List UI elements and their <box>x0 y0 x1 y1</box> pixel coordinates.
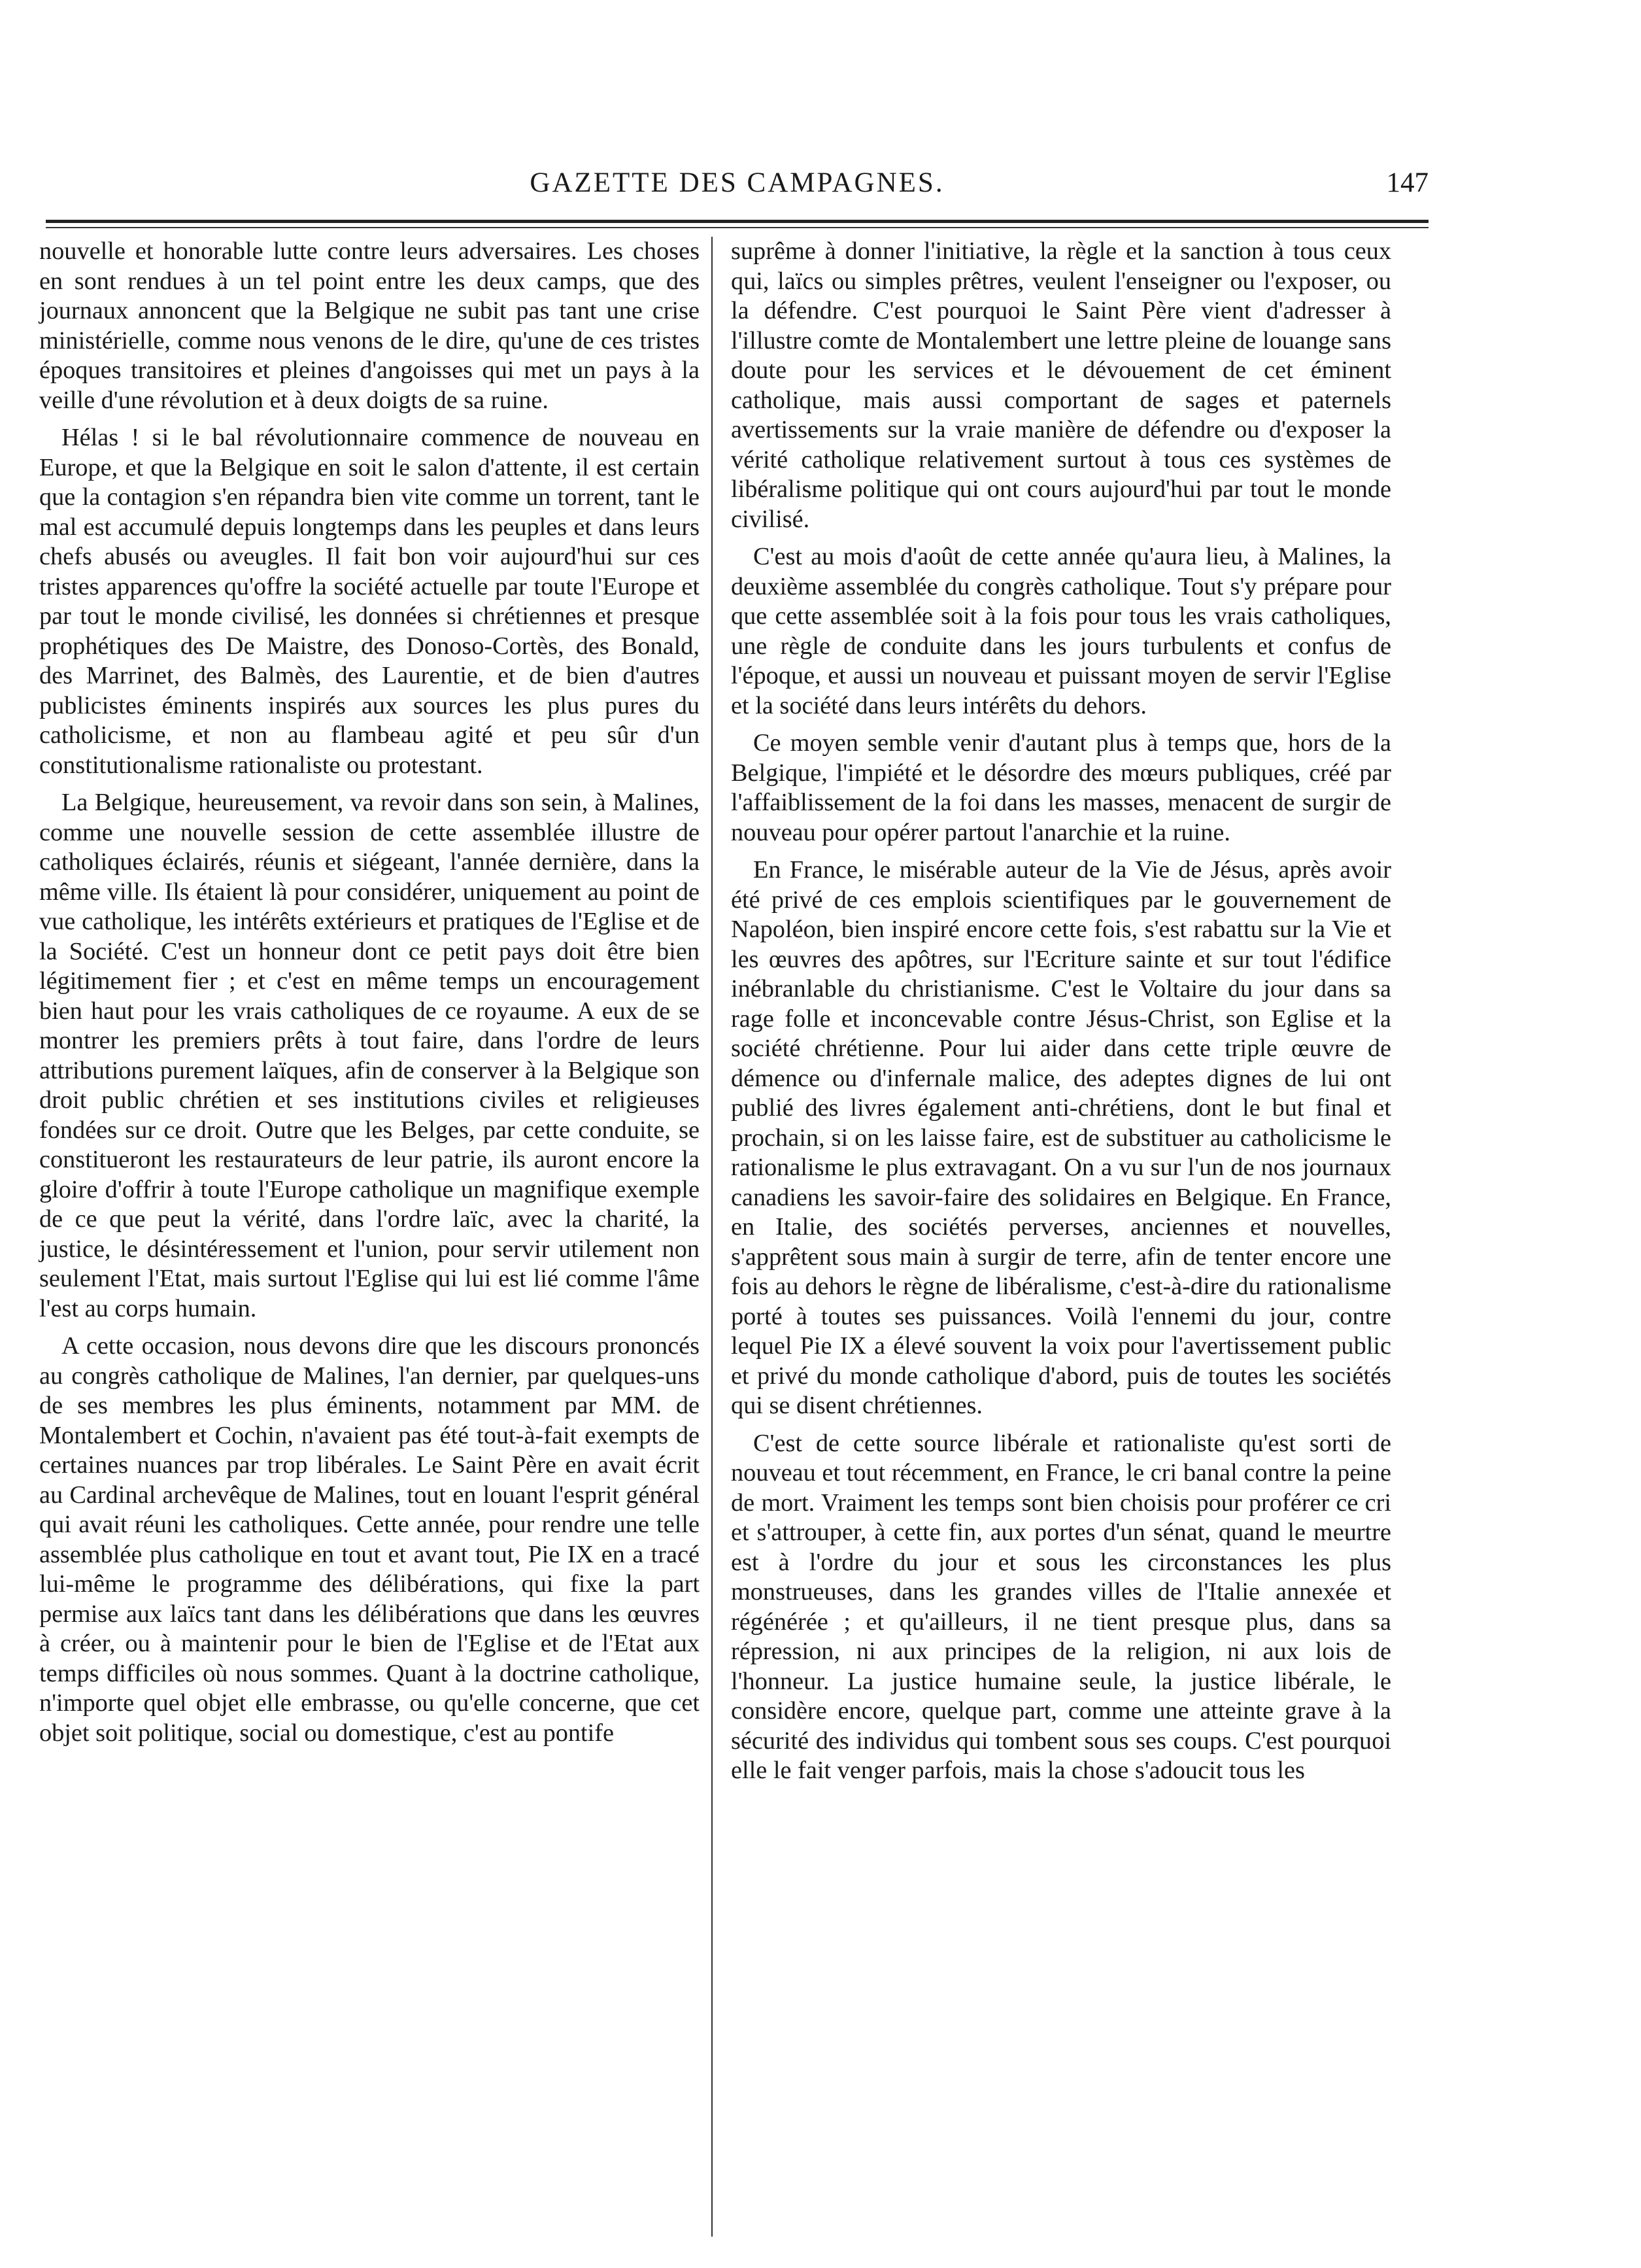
paragraph: nouvelle et honorable lutte contre leurs adversaires. Les choses en sont rendues à un tel point entre les deux camps, que des journaux annoncent que la Belgique ne subit pas tant une crise ministérielle, comme nous venons de le dire, qu'une de ces tristes époques transitoires et pleines d'angoisses qui met un pays à la veille d'une révolution et à deux doigts de sa ruine. <box>39 237 700 414</box>
paragraph: C'est de cette source libérale et rationaliste qu'est sorti de nouveau et tout récemment, en France, le cri banal contre la peine de mort. Vraiment les temps sont bien choisis pour proférer ce cri et s'attrouper, à cette fin, aux portes d'un sénat, quand le meurtre est à l'ordre du jour et sous les circonstances les plus monstrueuses, dans les grandes villes de l'Italie annexée et régénérée ; et qu'ailleurs, il ne tient presque plus, dans sa répression, ni aux principes de la religion, ni aux lois de l'honneur. La justice humaine seule, la justice libérale, le considère encore, quelque part, comme une atteinte grave à la sécurité des individus qui tombent sous ses coups. C'est pourquoi elle le fait venger parfois, mais la chose s'adoucit tous les <box>731 1429 1391 1784</box>
paragraph: En France, le misérable auteur de la Vie de Jésus, après avoir été privé de ces emplois scientifiques par le gouvernement de Napoléon, bien inspiré encore cette fois, s'est rabattu sur la Vie et les œuvres des apôtres, sur l'Ecriture sainte et sur tout l'édifice inébranlable du christianisme. C'est le Voltaire du jour dans sa rage folle et inconcevable contre Jésus-Christ, son Eglise et la société chrétienne. Pour lui aider dans cette triple œuvre de démence ou d'infernale malice, des adeptes dignes de lui ont publié des livres également anti-chrétiens, dont le but final et prochain, si on les laisse faire, est de substituer au catholicisme le rationalisme le plus extravagant. On a vu sur l'un de nos journaux canadiens les savoir-faire des solidaires en Belgique. En France, en Italie, des sociétés perverses, anciennes et nouvelles, s'apprêtent sous main à surgir de terre, afin de tenter encore une fois au dehors le règne de libéralisme, c'est-à-dire du rationalisme porté à toutes ses puissances. Voilà l'ennemi du jour, contre lequel Pie IX a élevé souvent la voix pour l'avertissement public et privé du monde catholique d'abord, puis de toutes les sociétés qui se disent chrétiennes. <box>731 856 1391 1419</box>
column-divider <box>711 237 713 2237</box>
page-header <box>46 167 1429 206</box>
paragraph: Hélas ! si le bal révolutionnaire commence de nouveau en Europe, et que la Belgique en soit le salon d'attente, il est certain que la contagion s'en répandra bien vite comme un torrent, tant le mal est accumulé depuis longtemps dans les peuples et dans leurs chefs abusés ou aveugles. Il fait bon voir aujourd'hui sur ces tristes apparences qu'offre la société actuelle par toute l'Europe et par tout le monde civilisé, les données si chrétiennes et presque prophétiques des De Maistre, des Donoso-Cortès, des Bonald, des Marrinet, des Balmès, des Laurentie, et de bien d'autres publicistes éminents inspirés aux sources les plus pures du catholicisme, et non au flambeau agité et peu sûr d'un constitutionalisme rationaliste ou protestant. <box>39 424 700 779</box>
paragraph: C'est au mois d'août de cette année qu'aura lieu, à Malines, la deuxième assemblée du congrès catholique. Tout s'y prépare pour que cette assemblée soit à la fois pour tous les vrais catholiques, une règle de conduite dans les jours turbulents et confus de l'époque, et aussi un nouveau et puissant moyen de servir l'Eglise et la société dans leurs intérêts du dehors. <box>731 543 1391 719</box>
running-title: GAZETTE DES CAMPAGNES. <box>530 167 945 198</box>
header-rule-thin <box>46 227 1429 228</box>
paragraph: La Belgique, heureusement, va revoir dans son sein, à Malines, comme une nouvelle session de cette assemblée illustre de catholiques éclairés, réunis et siégeant, l'année dernière, dans la même ville. Ils étaient là pour considérer, uniquement au point de vue catholique, les intérêts extérieurs et pratiques de l'Eglise et de la Société. C'est un honneur dont ce petit pays doit être bien légitimement fier ; et c'est en même temps un encouragement bien haut pour les vrais catholiques de ce royaume. A eux de se montrer les premiers prêts à tout faire, dans l'ordre de leurs attributions purement laïques, afin de conserver à la Belgique son droit public chrétien et ses institutions civiles et religieuses fondées sur ce droit. Outre que les Belges, par cette conduite, se constitueront les restaurateurs de leur patrie, ils auront encore la gloire d'offrir à toute l'Europe catholique un magnifique exemple de ce que peut la vérité, dans l'ordre laïc, avec la charité, la justice, le désintéressement et l'union, pour servir utilement non seulement l'Etat, mais surtout l'Eglise qui lui est lié comme l'âme l'est au corps humain. <box>39 789 700 1322</box>
paragraph: Ce moyen semble venir d'autant plus à temps que, hors de la Belgique, l'impiété et le désordre des mœurs publiques, créé par l'affaiblissement de la foi dans les masses, menacent de surgir de nouveau pour opérer partout l'anarchie et la ruine. <box>731 729 1391 846</box>
header-rule-thick <box>46 220 1429 223</box>
right-column <box>731 237 1391 1786</box>
paragraph: A cette occasion, nous devons dire que les discours prononcés au congrès catholique de Malines, l'an dernier, par quelques-uns de ses membres les plus éminents, notamment par MM. de Montalembert et Cochin, n'avaient pas été tout-à-fait exempts de certaines nuances par trop libérales. Le Saint Père en avait écrit au Cardinal archevêque de Malines, tout en louant l'esprit général qui avait réuni les catholiques. Cette année, pour rendre une telle assemblée plus catholique en tout et avant tout, Pie IX en a tracé lui-même le programme des délibérations, qui fixe la part permise aux laïcs tant dans les délibérations que dans les œuvres à créer, ou à maintenir pour le bien de l'Eglise et de l'Etat aux temps difficiles où nous sommes. Quant à la doctrine catholique, n'importe quel objet elle embrasse, ou qu'elle concerne, que cet objet soit politique, social ou domestique, c'est au pontife <box>39 1332 700 1747</box>
page-number: 147 <box>1386 167 1429 198</box>
paragraph: suprême à donner l'initiative, la règle et la sanction à tous ceux qui, laïcs ou simples prêtres, veulent l'enseigner ou l'exposer, ou la défendre. C'est pourquoi le Saint Père vient d'adresser à l'illustre comte de Montalembert une lettre pleine de louange sans doute pour les services et le dévouement de cet éminent catholique, mais aussi comportant de sages et paternels avertissements sur la vraie manière de défendre ou d'exposer la vérité catholique relativement surtout à tous ces systèmes de libéralisme politique qui ont cours aujourd'hui par tout le monde civilisé. <box>731 237 1391 533</box>
left-column <box>39 237 700 1748</box>
